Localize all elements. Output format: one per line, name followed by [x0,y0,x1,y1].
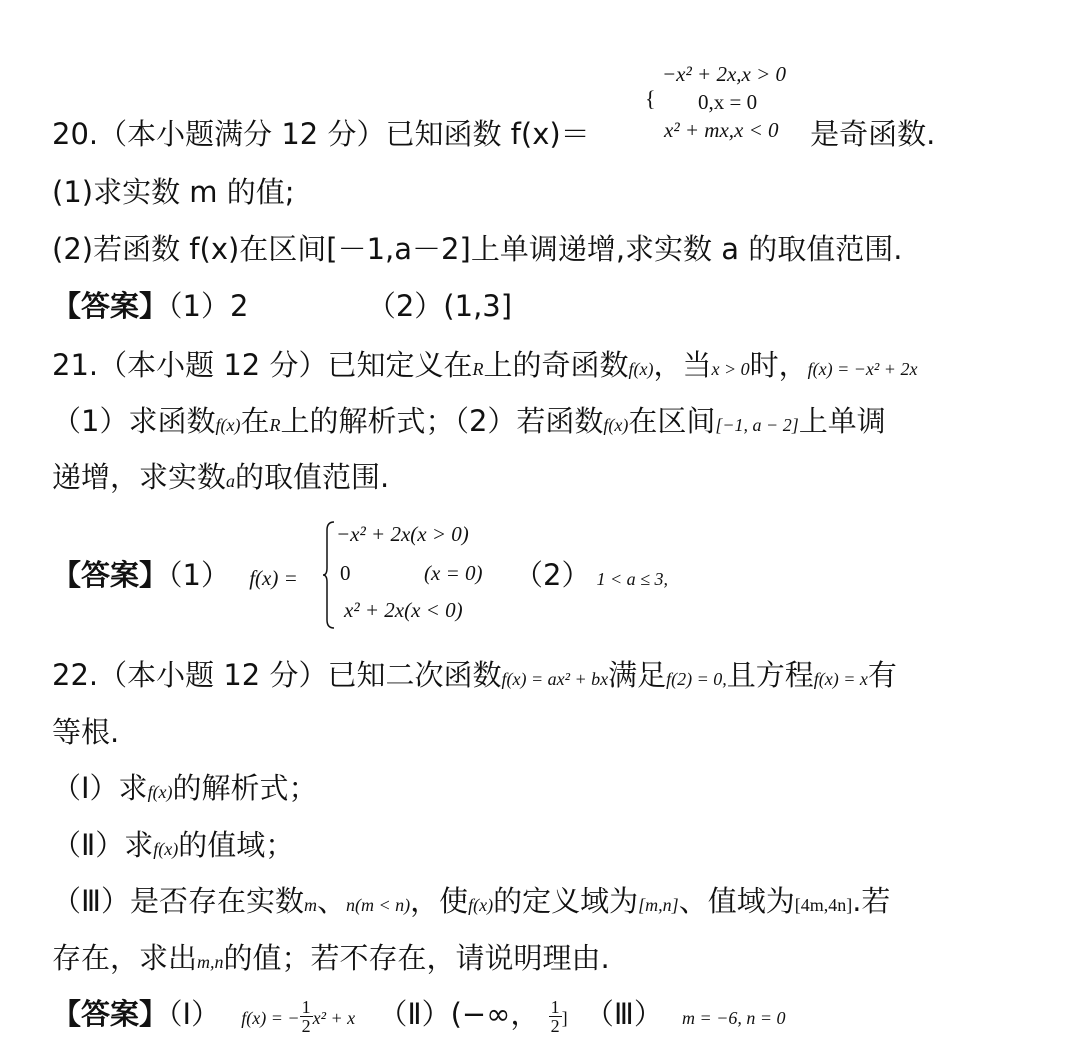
q20-answer [52,286,512,326]
q21-part2b: 的取值范围. [235,460,390,494]
q22-fx-3: f(x) [468,895,494,915]
q22-p1a: （Ⅰ）求 [52,771,148,805]
q22-part2 [52,825,294,869]
q21-fx: f(x) [628,359,654,379]
q21-part1e: 上单调 [798,404,886,438]
q21-piece-1: −x² + 2x(x > 0) [336,522,469,546]
q22-answer-label: 【答案】 [52,997,169,1031]
q21-part1b: 在 [240,404,270,438]
q20-piece-3: x² + mx,x < 0 [664,118,779,142]
q22-stem-3: 且方程 [726,658,814,692]
q22-half-den: 2 [301,1015,311,1036]
q22-range: [4m,4n] [794,895,853,915]
q22-p2a: （Ⅱ）求 [52,828,154,862]
q22-p3c: 的定义域为 [493,884,639,918]
q21-interval: [−1, a − 2] [715,415,799,435]
q22-p4a: 存在，求出 [52,941,198,975]
q20-piece-2: 0,x = 0 [698,90,758,114]
q21-fx-2: f(x) [215,415,241,435]
q21-part2a: 递增，求实数 [52,460,227,494]
q21-formula: f(x) = −x² + 2x [807,359,918,379]
q22-half-fraction [300,998,313,1035]
q22-p4b: 的值；若不存在，请说明理由. [223,941,610,975]
q21-cond: x > 0 [711,359,750,379]
q22-p3a: （Ⅲ）是否存在实数 [52,884,304,918]
q21-piece-2: 0 [340,561,351,585]
q22-nm: n(m < n) [346,895,411,915]
q20-answer-1: （1）2 [168,289,249,323]
q21-piece-3: x² + 2x(x < 0) [344,598,463,622]
q22-p1b: 的解析式； [172,771,318,805]
q22-stem-2: 满足 [608,658,667,692]
q22-ans1-lhs: f(x) = − [241,1008,300,1028]
q20-part1: (1)求实数 m 的值; [52,175,295,209]
q22-answer [52,992,786,1040]
q21-answer-fx: f(x) = [249,566,298,590]
q22-ans2-num: 1 [550,996,560,1017]
q22-ans2-den: 2 [550,1015,560,1036]
q21-answer2-label: （2） [514,558,591,592]
q20-answer-label: 【答案】 [52,289,169,323]
q22-ans3: m = −6, n = 0 [682,1008,786,1028]
q22-f2: f(2) = 0, [666,669,727,689]
q22-fx-1: f(x) [147,782,173,802]
q22-p2b: 的值域； [178,828,295,862]
q22-ans2-b: ] [561,1008,568,1028]
q22-half-num: 1 [301,996,311,1017]
q22-ans1-label: （Ⅰ） [168,997,221,1031]
q20-stem [52,114,935,154]
q21-part1a: （1）求函数 [52,404,216,438]
q22-part4 [52,938,610,982]
q22-ans3-label: （Ⅲ） [584,997,663,1031]
q20-stem-suffix: 是奇函数. [810,117,936,151]
q21-a: a [226,471,236,491]
q21-stem-3: ，当 [653,348,712,382]
q21-piece-2b: (x = 0) [424,561,483,585]
q21-R: R [472,359,484,379]
q22-stem-5: 等根. [52,715,120,749]
q20-answer-2: （2）(1,3] [366,289,513,323]
q22-stem-4: 有 [867,658,897,692]
q22-domain: [m,n] [638,895,679,915]
q21-parts-2 [52,457,389,501]
q22-f-def: f(x) = ax² + bx [501,669,609,689]
q20-stem-prefix: 20.（本小题满分 12 分）已知函数 f(x)＝ [52,117,590,151]
q21-answer2: 1 < a ≤ 3, [596,569,668,589]
q22-ans2-fraction [549,998,562,1035]
q22-m: m [304,895,317,915]
q22-ans1-rhs: x² + x [312,1008,356,1028]
q21-stem-2: 上的奇函数 [483,348,629,382]
q22-eq: f(x) = x [813,669,868,689]
q21-answer1-label: （1） [168,558,230,592]
q21-part1c: 上的解析式；（2）若函数 [280,404,604,438]
q21-answer [52,555,298,598]
q22-ans2-a: (−∞， [450,997,540,1031]
q21-fx-3: f(x) [603,415,629,435]
q21-parts [52,401,886,445]
q22-mn: m,n [197,952,224,972]
q22-p3b: ，使 [410,884,469,918]
q21-part1d: 在区间 [628,404,716,438]
q22-p3e: .若 [852,884,891,918]
q20-piece-1: −x² + 2x,x > 0 [662,62,787,86]
q21-stem-4: 时， [749,348,808,382]
q21-answer-2 [514,555,668,599]
q22-fx-2: f(x) [153,839,179,859]
q21-stem-1: 21.（本小题 12 分）已知定义在 [52,348,473,382]
q20-part2: (2)若函数 f(x)在区间[－1,a－2]上单调递增,求实数 a 的取值范围. [52,232,903,266]
q21-answer-label: 【答案】 [52,558,169,592]
q22-ans2-label: （Ⅱ） [378,997,451,1031]
q22-stem-1: 22.（本小题 12 分）已知二次函数 [52,658,502,692]
q22-part1 [52,768,318,812]
q22-p3d: 、值域为 [678,884,795,918]
q22-stem [52,655,897,699]
q21-stem [52,345,917,389]
q22-part3 [52,881,890,925]
q20-brace: { [645,86,656,111]
q21-R-2: R [269,415,281,435]
q21-brace [322,520,336,630]
q22-sep: 、 [317,884,347,918]
